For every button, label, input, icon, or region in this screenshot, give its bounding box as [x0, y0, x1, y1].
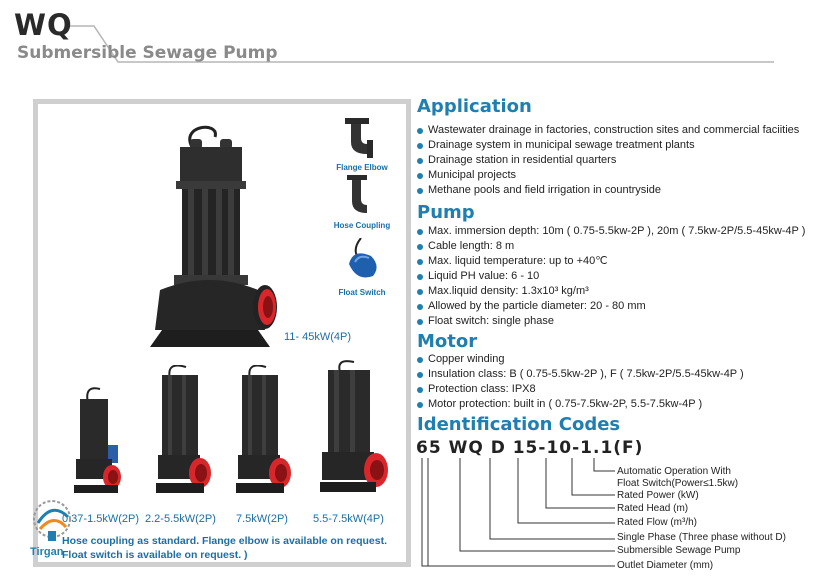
- subtitle: Submersible Sewage Pump: [17, 43, 278, 63]
- bullet-icon: [417, 372, 423, 378]
- small-pump-label-2: 2.2-5.5kW(2P): [145, 513, 216, 525]
- code-desc-outlet-diameter: Outlet Diameter (mm): [617, 560, 714, 571]
- bullet-icon: [417, 274, 423, 280]
- bullet-icon: [417, 304, 423, 310]
- application-title: Application: [417, 96, 532, 117]
- bullet-icon: [417, 289, 423, 295]
- list-item: Copper winding: [417, 352, 744, 367]
- bullet-icon: [417, 128, 423, 134]
- bullet-icon: [417, 319, 423, 325]
- flange-elbow-icon: [343, 118, 377, 160]
- hose-coupling-icon: [345, 175, 375, 217]
- motor-list: [417, 352, 744, 412]
- flange-elbow-label: Flange Elbow: [336, 163, 388, 172]
- list-item: Motor protection: built in ( 0.75-7.5kw-2P, 5.5-7.5kw-4P ): [417, 397, 744, 412]
- code-desc-rated-power: Rated Power (kW): [617, 490, 699, 501]
- list-item: Drainage system in municipal sewage treatment plants: [417, 138, 799, 153]
- list-item: Insulation class: B ( 0.75-5.5kw-2P ), F ( 7.5kw-2P/5.5-45kw-4P ): [417, 367, 744, 382]
- company-logo: [30, 497, 80, 567]
- list-item: Wastewater drainage in factories, construction sites and commercial faciities: [417, 123, 799, 138]
- pump-title: Pump: [417, 202, 475, 223]
- small-pump-image-3: [228, 365, 296, 505]
- motor-title: Motor: [417, 331, 478, 352]
- list-item: Cable length: 8 m: [417, 239, 805, 254]
- bullet-icon: [417, 158, 423, 164]
- availability-note: [62, 534, 402, 562]
- list-item: Municipal projects: [417, 168, 799, 183]
- pump-list: [417, 224, 805, 329]
- bullet-icon: [417, 387, 423, 393]
- identification-code: 65 WQ D 15-10-1.1(F): [416, 438, 644, 458]
- small-pump-image-1: [66, 385, 128, 505]
- list-item: Liquid PH value: 6 - 10: [417, 269, 805, 284]
- small-pump-image-2: [148, 365, 216, 505]
- list-item: Methane pools and field irrigation in countryside: [417, 183, 799, 198]
- bullet-icon: [417, 402, 423, 408]
- code-desc-sewage-pump: Submersible Sewage Pump: [617, 545, 741, 556]
- application-list: [417, 123, 799, 198]
- bullet-icon: [417, 229, 423, 235]
- bullet-icon: [417, 173, 423, 179]
- main-pump-image: [140, 125, 290, 355]
- note-line-2: Float switch is available on request. ): [62, 549, 248, 561]
- small-pump-label-1: 0.37-1.5kW(2P): [62, 513, 140, 525]
- main-pump-label: 11- 45kW(4P): [284, 331, 352, 343]
- logo-text: Tirgan: [30, 546, 64, 558]
- list-item: Max. immersion depth: 10m ( 0.75-5.5kw-2P ), 20m ( 7.5kw-2P/5.5-45kw-4P ): [417, 224, 805, 239]
- small-pump-image-4: [310, 360, 390, 505]
- code-desc-rated-flow: Rated Flow (m³/h): [617, 517, 698, 528]
- float-switch-icon: [343, 238, 381, 282]
- list-item: Max.liquid density: 1.3x10³ kg/m³: [417, 284, 805, 299]
- code-desc-rated-head: Rated Head (m): [617, 503, 689, 514]
- list-item: Max. liquid temperature: up to +40℃: [417, 254, 805, 269]
- bullet-icon: [417, 143, 423, 149]
- list-item: Float switch: single phase: [417, 314, 805, 329]
- small-pump-label-3: 7.5kW(2P): [236, 513, 288, 525]
- identification-title: Identification Codes: [417, 414, 621, 435]
- list-item: Drainage station in residential quarters: [417, 153, 799, 168]
- bullet-icon: [417, 244, 423, 250]
- code-desc-single-phase: Single Phase (Three phase without D): [617, 532, 786, 543]
- code-connector-lines: [420, 458, 620, 570]
- code-desc-auto-operation: Automatic Operation With: [617, 466, 731, 477]
- code-desc-float-switch: Float Switch(Power≤1.5kw): [617, 478, 739, 489]
- list-item: Protection class: IPX8: [417, 382, 744, 397]
- hose-coupling-label: Hose Coupling: [333, 221, 391, 230]
- note-line-1: Hose coupling as standard. Flange elbow is available on request.: [62, 535, 387, 547]
- list-item: Allowed by the particle diameter: 20 - 80 mm: [417, 299, 805, 314]
- bullet-icon: [417, 188, 423, 194]
- bullet-icon: [417, 357, 423, 363]
- float-switch-label: Float Switch: [338, 288, 386, 297]
- bullet-icon: [417, 259, 423, 265]
- small-pump-label-4: 5.5-7.5kW(4P): [313, 513, 384, 525]
- model-title: WQ: [14, 8, 73, 42]
